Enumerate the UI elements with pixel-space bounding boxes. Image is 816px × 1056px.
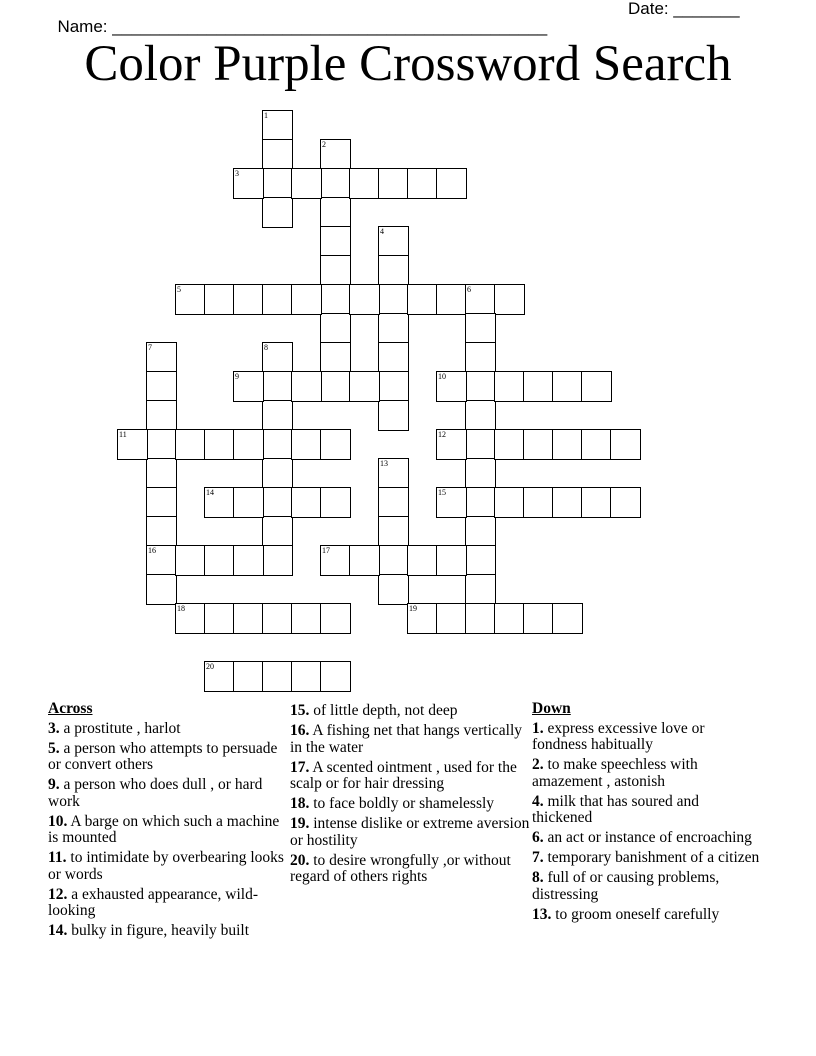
down-clue-list [532, 721, 762, 924]
clue-number: 11 [119, 430, 127, 439]
crossword-cell[interactable] [378, 313, 409, 344]
crossword-cell[interactable] [378, 371, 409, 402]
page-title: Color Purple Crossword Search [84, 36, 732, 92]
crossword-cell[interactable] [349, 545, 380, 576]
clue [290, 816, 530, 849]
clue-number: 14. [48, 922, 68, 939]
crossword-cell[interactable] [465, 400, 496, 431]
crossword-cell[interactable] [262, 284, 293, 315]
crossword-cell[interactable] [494, 487, 525, 518]
clue-number: 8. [532, 869, 544, 886]
crossword-cell[interactable] [378, 284, 409, 315]
crossword-cell[interactable] [175, 603, 206, 634]
crossword-cell[interactable] [465, 313, 496, 344]
crossword-cell[interactable] [407, 284, 438, 315]
crossword-cell[interactable] [146, 371, 177, 402]
crossword-cell[interactable] [233, 429, 264, 460]
clue [48, 850, 288, 883]
crossword-cell[interactable] [552, 487, 583, 518]
crossword-cell[interactable] [233, 284, 264, 315]
crossword-cell[interactable] [262, 139, 293, 170]
clue-number: 12. [48, 885, 68, 903]
clue-number: 1 [264, 111, 268, 120]
down-clues [532, 701, 762, 927]
crossword-cell[interactable] [378, 574, 409, 605]
crossword-cell[interactable] [320, 313, 351, 344]
crossword-cell[interactable] [320, 255, 351, 286]
crossword-cell[interactable] [378, 342, 409, 373]
clue-number: 9 [235, 372, 239, 381]
crossword-cell[interactable] [262, 458, 293, 489]
clue-text: to groom oneself carefully [551, 905, 720, 923]
crossword-cell[interactable] [552, 429, 583, 460]
crossword-cell[interactable] [465, 516, 496, 547]
clue-number: 12 [438, 430, 446, 439]
crossword-cell[interactable] [581, 487, 612, 518]
clue-text: to desire wrongfully ,or without regard of others rights [290, 851, 511, 885]
crossword-cell[interactable] [291, 284, 322, 315]
clue [532, 757, 762, 790]
clue-number: 18. [290, 795, 310, 812]
crossword-cell[interactable] [320, 545, 351, 576]
crossword-cell[interactable] [175, 284, 206, 315]
crossword-cell[interactable] [291, 661, 322, 692]
clue [48, 814, 288, 847]
crossword-cell[interactable] [465, 342, 496, 373]
across-clues-continued [290, 703, 530, 889]
crossword-cell[interactable] [465, 603, 496, 634]
crossword-cell[interactable] [494, 603, 525, 634]
clue-number: 15 [438, 488, 446, 497]
crossword-cell[interactable] [378, 458, 409, 489]
crossword-cell[interactable] [436, 487, 467, 518]
clue-number: 15. [290, 702, 310, 719]
crossword-cell[interactable] [494, 371, 525, 402]
crossword-cell[interactable] [349, 284, 380, 315]
crossword-cell[interactable] [204, 661, 235, 692]
crossword-cell[interactable] [494, 429, 525, 460]
crossword-cell[interactable] [465, 429, 496, 460]
clue-text: milk that has soured and thickened [532, 792, 700, 826]
clue-number: 6 [467, 285, 471, 294]
crossword-cell[interactable] [407, 603, 438, 634]
crossword-cell[interactable] [117, 429, 148, 460]
clue [290, 723, 530, 756]
clue [48, 777, 288, 810]
clue-text: temporary banishment of a citizen [543, 849, 760, 866]
crossword-cell[interactable] [291, 168, 322, 199]
crossword-cell[interactable] [262, 371, 293, 402]
crossword-cell[interactable] [436, 284, 467, 315]
across-heading: Across [48, 700, 93, 717]
crossword-cell[interactable] [320, 603, 351, 634]
clue-text: A barge on which such a machine is mounted [48, 812, 280, 846]
crossword-cell[interactable] [320, 197, 351, 228]
crossword-cell[interactable] [494, 284, 525, 315]
clue-number: 14 [206, 488, 214, 497]
clue-number: 19. [290, 815, 310, 832]
clue-number: 5. [48, 739, 60, 757]
clue [532, 721, 762, 754]
crossword-cell[interactable] [146, 516, 177, 547]
clue-number: 8 [264, 343, 268, 352]
down-heading: Down [532, 700, 571, 717]
crossword-cell[interactable] [378, 487, 409, 518]
clue-number: 1. [532, 719, 544, 737]
crossword-cell[interactable] [320, 371, 351, 402]
crossword-cell[interactable] [349, 371, 380, 402]
clue-text: to intimidate by overbearing looks or words [48, 849, 284, 883]
clue-number: 9. [48, 776, 60, 793]
crossword-cell[interactable] [581, 429, 612, 460]
crossword-cell[interactable] [465, 545, 496, 576]
crossword-cell[interactable] [146, 342, 177, 373]
crossword-cell[interactable] [320, 226, 351, 257]
crossword-cell[interactable] [262, 661, 293, 692]
crossword-cell[interactable] [175, 545, 206, 576]
clue-text: full of or causing problems, distressing [532, 869, 720, 903]
date-field[interactable]: Date: _______ [628, 0, 740, 18]
crossword-cell[interactable] [262, 516, 293, 547]
crossword-cell[interactable] [320, 284, 351, 315]
clue-number: 6. [532, 829, 544, 846]
across-clue-list-continued [290, 703, 530, 886]
crossword-cell[interactable] [465, 458, 496, 489]
crossword-cell[interactable] [291, 429, 322, 460]
clue-number: 7. [532, 849, 544, 866]
name-field[interactable]: Name: ______________________________________________ [57, 17, 548, 36]
crossword-cell[interactable] [204, 545, 235, 576]
clue-number: 2 [322, 140, 326, 149]
clue-text: intense dislike or extreme aversion or hostility [290, 815, 530, 849]
clue-number: 13 [380, 459, 388, 468]
crossword-cell[interactable] [378, 168, 409, 199]
crossword-cell[interactable] [262, 197, 293, 228]
crossword-cell[interactable] [320, 342, 351, 373]
crossword-cell[interactable] [146, 429, 177, 460]
across-clue-list [48, 721, 288, 940]
crossword-cell[interactable] [378, 400, 409, 431]
clue [532, 850, 762, 867]
clue-text: A fishing net that hangs vertically in the water [290, 722, 523, 756]
clue-number: 10 [438, 372, 446, 381]
crossword-cell[interactable] [407, 168, 438, 199]
crossword-cell[interactable] [291, 371, 322, 402]
clue [48, 741, 288, 774]
crossword-cell[interactable] [233, 545, 264, 576]
clue-number: 3. [48, 719, 60, 737]
crossword-cell[interactable] [523, 603, 554, 634]
crossword-cell[interactable] [436, 429, 467, 460]
clue-text: bulky in figure, heavily built [67, 922, 250, 939]
clue-number: 16. [290, 722, 310, 739]
clue-number: 19 [409, 604, 417, 613]
clue [532, 830, 762, 847]
crossword-cell[interactable] [378, 226, 409, 257]
crossword-cell[interactable] [465, 487, 496, 518]
crossword-cell[interactable] [233, 661, 264, 692]
crossword-cell[interactable] [320, 661, 351, 692]
clue-number: 17. [290, 758, 310, 776]
crossword-cell[interactable] [204, 603, 235, 634]
crossword-cell[interactable] [552, 603, 583, 634]
crossword-cell[interactable] [262, 487, 293, 518]
clue-text: express excessive love or fondness habitually [532, 719, 705, 753]
crossword-cell[interactable] [523, 371, 554, 402]
crossword-cell[interactable] [146, 400, 177, 431]
clue-number: 16 [148, 546, 156, 555]
crossword-cell[interactable] [233, 487, 264, 518]
clue-text: to make speechless with amazement , astonish [532, 756, 698, 790]
crossword-cell[interactable] [146, 458, 177, 489]
crossword-cell[interactable] [610, 429, 641, 460]
crossword-cell[interactable] [291, 487, 322, 518]
crossword-cell[interactable] [465, 574, 496, 605]
crossword-cell[interactable] [436, 545, 467, 576]
clue-text: an act or instance of encroaching [543, 829, 752, 846]
crossword-cell[interactable] [146, 545, 177, 576]
clue-number: 10. [48, 812, 68, 830]
crossword-cell[interactable] [204, 487, 235, 518]
crossword-cell[interactable] [320, 487, 351, 518]
clue [290, 760, 530, 793]
clue-number: 5 [177, 285, 181, 294]
crossword-cell[interactable] [262, 400, 293, 431]
clue-number: 2. [532, 756, 544, 773]
crossword-cell[interactable] [320, 168, 351, 199]
clue [48, 887, 288, 920]
crossword-cell[interactable] [407, 545, 438, 576]
clue-number: 7 [148, 343, 152, 352]
crossword-cell[interactable] [378, 545, 409, 576]
clue-number: 3 [235, 169, 239, 178]
clue-number: 13. [532, 905, 552, 923]
crossword-cell[interactable] [320, 429, 351, 460]
crossword-cell[interactable] [262, 545, 293, 576]
clue [532, 907, 762, 924]
crossword-cell[interactable] [523, 429, 554, 460]
crossword-cell[interactable] [233, 603, 264, 634]
clue-number: 11. [48, 849, 67, 866]
clue [290, 853, 530, 886]
crossword-cell[interactable] [204, 429, 235, 460]
clue-number: 4. [532, 792, 544, 810]
crossword-cell[interactable] [146, 487, 177, 518]
crossword-cell[interactable] [349, 168, 380, 199]
clue-text: of little depth, not deep [309, 702, 458, 719]
crossword-cell[interactable] [262, 603, 293, 634]
crossword-cell[interactable] [465, 371, 496, 402]
clue [532, 794, 762, 827]
clue-text: to face boldly or shamelessly [309, 795, 495, 812]
clue-text: a person who does dull , or hard work [48, 776, 263, 810]
crossword-cell[interactable] [262, 110, 293, 141]
crossword-cell[interactable] [581, 371, 612, 402]
crossword-cell[interactable] [436, 603, 467, 634]
clue-text: a prostitute , harlot [59, 719, 181, 737]
crossword-cell[interactable] [262, 168, 293, 199]
clue-text: A scented ointment , used for the scalp or for hair dressing [290, 758, 517, 792]
crossword-cell[interactable] [320, 139, 351, 170]
crossword-cell[interactable] [233, 371, 264, 402]
clue-number: 18 [177, 604, 185, 613]
crossword-cell[interactable] [523, 487, 554, 518]
crossword-cell[interactable] [146, 574, 177, 605]
clue-number: 20 [206, 662, 214, 671]
crossword-cell[interactable] [233, 168, 264, 199]
crossword-cell[interactable] [436, 371, 467, 402]
crossword-cell[interactable] [552, 371, 583, 402]
crossword-cell[interactable] [378, 516, 409, 547]
crossword-cell[interactable] [465, 284, 496, 315]
clue [290, 703, 530, 720]
clue [290, 796, 530, 813]
clue-number: 17 [322, 546, 330, 555]
clue-text: a exhausted appearance, wild-looking [48, 885, 259, 919]
across-clues [48, 701, 288, 943]
clue-number: 4 [380, 227, 384, 236]
crossword-cell[interactable] [262, 342, 293, 373]
crossword-cell[interactable] [175, 429, 206, 460]
crossword-cell[interactable] [436, 168, 467, 199]
crossword-cell[interactable] [291, 603, 322, 634]
clue [48, 923, 288, 940]
clue [532, 870, 762, 903]
crossword-cell[interactable] [378, 255, 409, 286]
clue-number: 20. [290, 851, 310, 869]
crossword-cell[interactable] [610, 487, 641, 518]
clue-text: a person who attempts to persuade or convert others [48, 739, 278, 773]
crossword-cell[interactable] [204, 284, 235, 315]
crossword-cell[interactable] [262, 429, 293, 460]
clue [48, 721, 288, 738]
